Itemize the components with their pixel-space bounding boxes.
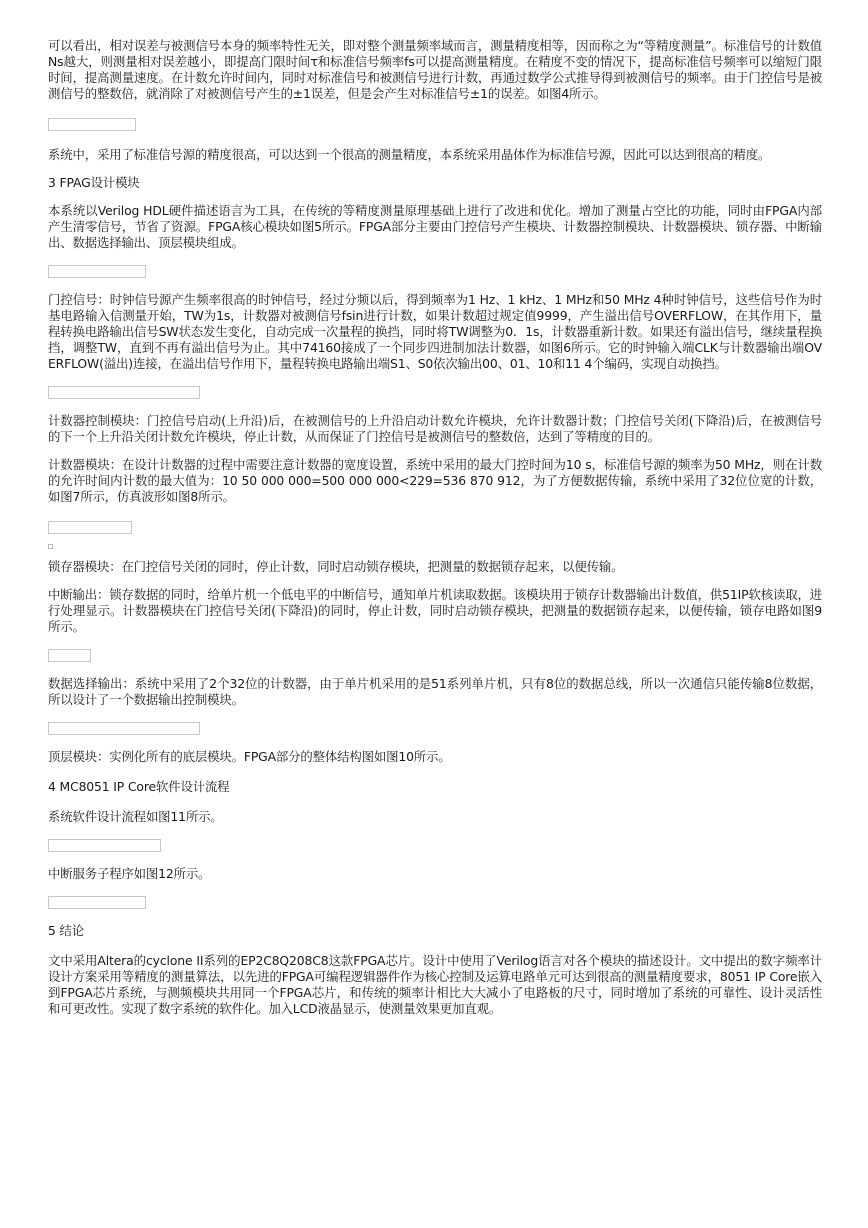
figure-data-select-placeholder xyxy=(48,722,200,735)
paragraph-top-module: 顶层模块：实例化所有的底层模块。FPGA部分的整体结构图如图10所示。 xyxy=(48,749,451,764)
paragraph-interrupt-output: 中断输出：锁存数据的同时，给单片机一个低电平的中断信号，通知单片机读取数据。该模块用于锁存计数器输出计数值，供51IP软核读取，进行处理显示。计数器模块在门控信号关闭(下降沿)的同时，停止计数，同时启动锁存模块，把测量的数据锁存起来，以便传输，锁存电路如图9所示。 xyxy=(48,587,822,634)
paragraph-fpga-overview: 本系统以Verilog HDL硬件描述语言为工具，在传统的等精度测量原理基础上进行了改进和优化。增加了测量占空比的功能，同时由FPGA内部产生清零信号，节省了资源。FPGA核心模块如图5所示。FPGA部分主要由门控信号产生模块、计数器控制模块、计数器模块、锁存器、中断输出、数据选择输出、顶层模块组成。 xyxy=(48,203,822,250)
paragraph-software-flow: 系统软件设计流程如图11所示。 xyxy=(48,809,223,824)
figure-11-placeholder xyxy=(48,839,161,852)
section-heading-3: 3 FPAG设计模块 xyxy=(48,175,140,190)
paragraph-latch-module: 锁存器模块：在门控信号关闭的同时，停止计数，同时启动锁存模块，把测量的数据锁存起来，以便传输。 xyxy=(48,559,624,574)
paragraph-gate-signal: 门控信号：时钟信号源产生频率很高的时钟信号，经过分频以后，得到频率为1 Hz、1 kHz、1 MHz和50 MHz 4种时钟信号，这些信号作为时基电路输入信测量开始，TW为1s，计数器对被测信号fsin进行计数，如果计数超过规定值9999，产生溢出信号OVERFLOW，在其作用下，量程转换电路输出信号SW状态发生变化，自动完成一次量程的换挡，同时将TW调整为0．1s，计数器重新计数。如果还有溢出信号，继续量程换挡，调整TW，直到不再有溢出信号为止。其中74160接成了一个同步四进制加法计数器，如图6所示。它的时钟输入端CLK与计数器输出端OVERFLOW(溢出)连接，在溢出信号作用下，量程转换电路输出端S1、S0依次输出00、01、10和11 4个编码，实现自动换挡。 xyxy=(48,292,822,371)
section-heading-5: 5 结论 xyxy=(48,923,85,938)
paragraph-equal-precision: 可以看出，相对误差与被测信号本身的频率特性无关，即对整个测量频率域而言，测量精度相等，因而称之为“等精度测量”。标准信号的计数值Ns越大，则测量相对误差越小，即提高门限时间τ和标准信号频率fs可以提高测量精度。在精度不变的情况下，提高标准信号频率可以缩短门限时间，提高测量速度。在计数允许时间内，同时对标准信号和被测信号进行计数，再通过数学公式推导得到被测信号的频率。由于门控信号是被测信号的整数倍，就消除了对被测信号产生的±1误差，但是会产生对标准信号±1的误差。如图4所示。 xyxy=(48,38,822,101)
paragraph-standard-source: 系统中，采用了标准信号源的精度很高，可以达到一个很高的测量精度，本系统采用晶体作为标准信号源，因此可以达到很高的精度。 xyxy=(48,147,771,162)
article-body xyxy=(48,38,822,1017)
figure-5-placeholder xyxy=(48,265,146,278)
figure-7-placeholder xyxy=(48,521,132,534)
paragraph-counter-module: 计数器模块：在设计计数器的过程中需要注意计数器的宽度设置，系统中采用的最大门控时间为10 s，标准信号源的频率为50 MHz，则在计数的允许时间内计数的最大值为：10 50 000 000=500 000 000<229=536 870 912，为了方便数据传输，系统中采用了32位位宽的计数，如图7所示，仿真波形如图8所示。 xyxy=(48,457,822,504)
figure-8-placeholder xyxy=(48,544,53,549)
paragraph-conclusion: 文中采用Altera的cyclone II系列的EP2C8Q208C8这款FPGA芯片。设计中使用了Verilog语言对各个模块的描述设计。文中提出的数字频率计设计方案采用等精度的测量算法，以先进的FPGA可编程逻辑器件作为核心控制及运算电路单元可达到很高的测量精度要求，8051 IP Core嵌入到FPGA芯片系统，与测频模块共用同一个FPGA芯片，和传统的频率计相比大大减小了电路板的尺寸，同时增加了系统的可靠性、设计灵活性和可更改性。实现了数字系统的软件化。加入LCD液晶显示，使测量效果更加直观。 xyxy=(48,953,822,1016)
section-heading-4: 4 MC8051 IP Core软件设计流程 xyxy=(48,779,230,794)
paragraph-counter-control: 计数器控制模块：门控信号启动(上升沿)后，在被测信号的上升沿启动计数允许模块，允许计数器计数；门控信号关闭(下降沿)后，在被测信号的下一个上升沿关闭计数允许模块，停止计数，从而保证了门控信号是被测信号的整数倍，达到了等精度的目的。 xyxy=(48,413,822,444)
figure-6-placeholder xyxy=(48,386,200,399)
figure-9-placeholder xyxy=(48,649,91,662)
paragraph-data-select: 数据选择输出：系统中采用了2个32位的计数器，由于单片机采用的是51系列单片机，只有8位的数据总线，所以一次通信只能传输8位数据，所以设计了一个数据输出控制模块。 xyxy=(48,676,822,707)
figure-4-placeholder xyxy=(48,118,136,131)
paragraph-interrupt-service: 中断服务子程序如图12所示。 xyxy=(48,866,211,881)
figure-12-placeholder xyxy=(48,896,146,909)
